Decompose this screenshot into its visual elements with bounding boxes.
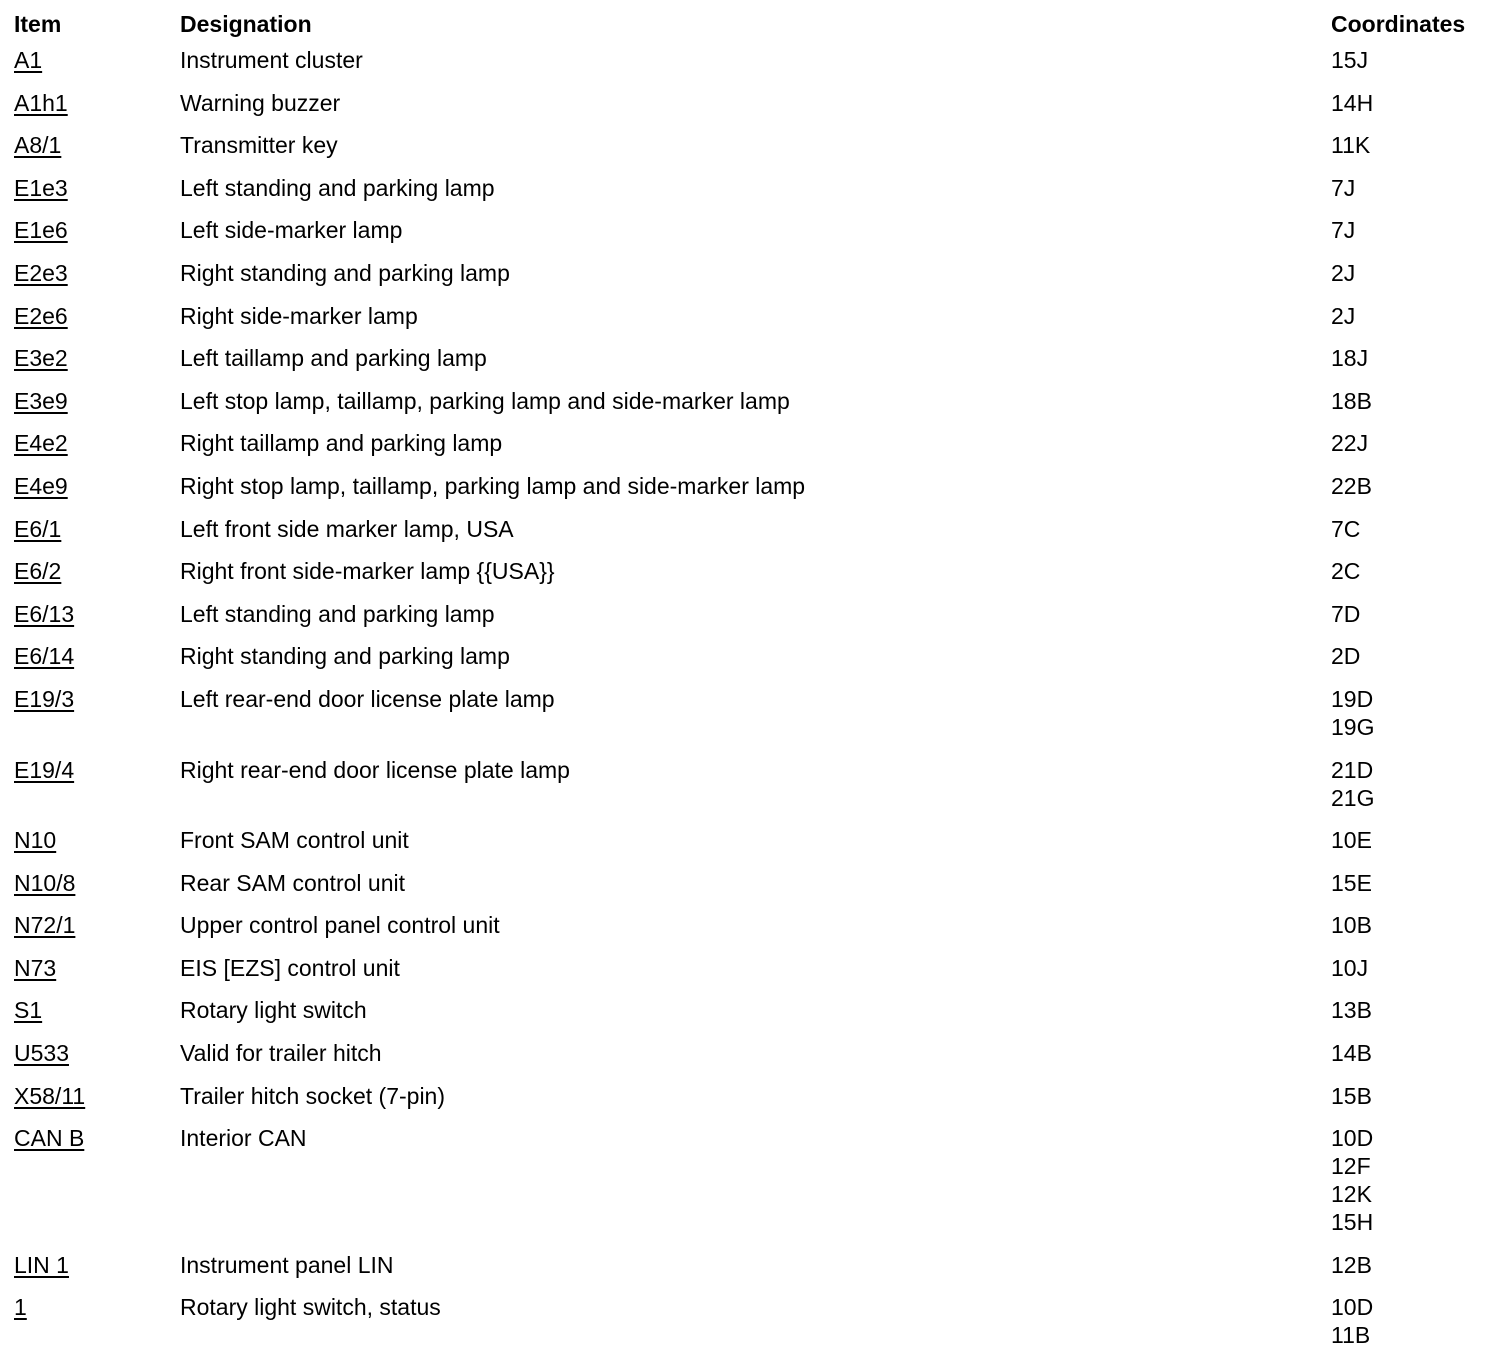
designation-cell: Trailer hitch socket (7-pin) (180, 1082, 446, 1109)
coordinates-cell (1331, 756, 1374, 812)
item-link[interactable]: N10/8 (14, 869, 76, 896)
table-row (14, 259, 1494, 302)
coordinate-value: 15J (1331, 47, 1369, 73)
item-link[interactable]: N73 (14, 954, 57, 981)
coordinate-value: 12F (1331, 1153, 1371, 1180)
coordinate-value: 13B (1331, 997, 1372, 1024)
item-link[interactable]: E4e9 (14, 472, 68, 499)
coordinate-value: 2D (1331, 643, 1361, 670)
item-link[interactable]: E19/4 (14, 756, 75, 783)
item-link[interactable]: LIN 1 (14, 1251, 69, 1278)
coordinate-value: 14B (1331, 1040, 1372, 1067)
coordinates-cell (1331, 472, 1372, 500)
coordinate-value: 21G (1331, 784, 1375, 811)
designation-cell: Left side-marker lamp (180, 217, 403, 244)
item-link[interactable]: X58/11 (14, 1082, 86, 1109)
table-row (14, 869, 1494, 912)
coordinates-cell (1331, 1039, 1372, 1067)
designation-cell: Warning buzzer (180, 89, 341, 116)
header-designation: Designation (180, 11, 312, 37)
table-row (14, 472, 1494, 515)
designation-cell: Left stop lamp, taillamp, parking lamp and side-marker lamp (180, 387, 790, 414)
designation-cell: Upper control panel control unit (180, 912, 500, 939)
designation-cell: Rotary light switch, status (180, 1294, 441, 1321)
coordinates-cell (1331, 996, 1372, 1024)
item-link[interactable]: E1e6 (14, 217, 68, 244)
coordinate-value: 11K (1331, 132, 1371, 159)
designation-cell: Instrument panel LIN (180, 1251, 394, 1278)
coordinates-cell (1331, 1082, 1372, 1110)
designation-cell: Right side-marker lamp (180, 302, 418, 329)
coordinates-cell (1331, 344, 1368, 372)
table-row (14, 600, 1494, 643)
coordinates-cell (1331, 302, 1355, 330)
coordinate-value: 7J (1331, 174, 1356, 201)
designation-cell: Left standing and parking lamp (180, 174, 495, 201)
coordinate-value: 2C (1331, 558, 1361, 585)
coordinate-value: 15H (1331, 1209, 1374, 1236)
item-link[interactable]: E4e2 (14, 430, 68, 457)
table-row (14, 557, 1494, 600)
item-link[interactable]: E6/14 (14, 643, 75, 670)
table-row (14, 1124, 1494, 1251)
designation-cell: Instrument cluster (180, 47, 363, 73)
item-link[interactable]: E3e9 (14, 387, 68, 414)
coordinates-cell (1331, 131, 1370, 159)
header-row (14, 0, 1494, 46)
designation-cell: Left standing and parking lamp (180, 600, 495, 627)
table-row (14, 826, 1494, 869)
table-row (14, 387, 1494, 430)
coordinates-cell (1331, 1293, 1373, 1349)
coordinate-value: 18J (1331, 345, 1369, 372)
designation-cell: Interior CAN (180, 1125, 307, 1152)
coordinates-cell (1331, 826, 1372, 854)
coordinate-value: 14H (1331, 89, 1374, 116)
item-link[interactable]: E6/2 (14, 558, 62, 585)
coordinate-value: 19G (1331, 713, 1375, 740)
item-link[interactable]: 1 (14, 1294, 27, 1321)
coordinate-value: 7C (1331, 515, 1361, 542)
coordinate-value: 21D (1331, 756, 1374, 783)
coordinate-value: 22J (1331, 430, 1369, 457)
designation-cell: Left rear-end door license plate lamp (180, 685, 555, 712)
item-link[interactable]: N72/1 (14, 912, 76, 939)
table-row (14, 642, 1494, 685)
coordinates-cell (1331, 869, 1372, 897)
coordinates-cell (1331, 216, 1355, 244)
coordinates-cell (1331, 174, 1355, 202)
coordinate-value: 11B (1331, 1322, 1371, 1349)
item-link[interactable]: N10 (14, 827, 57, 854)
coordinates-cell (1331, 515, 1360, 543)
coordinate-value: 7D (1331, 600, 1361, 627)
coordinate-value: 2J (1331, 259, 1356, 286)
designation-cell: Transmitter key (180, 132, 338, 159)
coordinates-cell (1331, 259, 1355, 287)
coordinate-value: 12K (1331, 1181, 1372, 1208)
coordinates-cell (1331, 600, 1360, 628)
table-row (14, 1251, 1494, 1294)
table-row (14, 911, 1494, 954)
coordinates-cell (1331, 429, 1368, 457)
coordinates-cell (1331, 954, 1368, 982)
designation-cell: Valid for trailer hitch (180, 1040, 382, 1067)
header-coordinates: Coordinates (1331, 11, 1466, 37)
designation-cell: Left front side marker lamp, USA (180, 515, 514, 542)
table-row (14, 89, 1494, 132)
coordinates-cell (1331, 642, 1360, 670)
item-link[interactable]: A1h1 (14, 89, 68, 116)
table-row (14, 756, 1494, 827)
table-row (14, 1082, 1494, 1125)
coordinate-value: 18B (1331, 387, 1372, 414)
coordinates-cell (1331, 557, 1360, 585)
designation-cell: Right standing and parking lamp (180, 643, 510, 670)
item-link[interactable]: E2e3 (14, 259, 68, 286)
item-link[interactable]: E2e6 (14, 302, 68, 329)
coordinate-value: 15E (1331, 869, 1372, 896)
designation-cell: EIS [EZS] control unit (180, 954, 400, 981)
coordinate-value: 10E (1331, 827, 1372, 854)
item-link[interactable]: CAN B (14, 1125, 85, 1152)
coordinate-value: 19D (1331, 685, 1374, 712)
designation-cell: Rotary light switch (180, 997, 367, 1024)
item-link[interactable]: E6/13 (14, 600, 75, 627)
coordinate-value: 2J (1331, 302, 1356, 329)
table-row (14, 344, 1494, 387)
coordinates-cell (1331, 89, 1373, 117)
header-item: Item (14, 11, 62, 37)
coordinates-cell (1331, 387, 1372, 415)
coordinate-value: 12B (1331, 1251, 1372, 1278)
table-row (14, 954, 1494, 997)
coordinate-value: 10J (1331, 954, 1369, 981)
designation-cell: Right taillamp and parking lamp (180, 430, 503, 457)
table-row (14, 1039, 1494, 1082)
coordinate-value: 7J (1331, 217, 1356, 244)
designation-cell: Rear SAM control unit (180, 869, 405, 896)
table-body (14, 46, 1494, 1364)
item-link[interactable]: E19/3 (14, 685, 75, 712)
item-link[interactable]: A8/1 (14, 132, 62, 159)
table-row (14, 46, 1494, 89)
item-link[interactable]: E6/1 (14, 515, 62, 542)
coordinates-cell (1331, 1124, 1373, 1236)
legend-table (14, 0, 1494, 1364)
table-row (14, 429, 1494, 472)
item-link[interactable]: E1e3 (14, 174, 68, 201)
designation-cell: Left taillamp and parking lamp (180, 345, 487, 372)
designation-cell: Right front side-marker lamp {{USA}} (180, 558, 555, 585)
coordinate-value: 10D (1331, 1294, 1374, 1321)
coordinate-value: 22B (1331, 472, 1372, 499)
designation-cell: Front SAM control unit (180, 827, 409, 854)
coordinate-value: 10B (1331, 912, 1372, 939)
item-link[interactable]: S1 (14, 997, 43, 1024)
coordinates-cell (1331, 685, 1374, 741)
table-row (14, 515, 1494, 558)
table-row (14, 685, 1494, 756)
item-link[interactable]: E3e2 (14, 345, 68, 372)
coordinates-cell (1331, 911, 1372, 939)
item-link[interactable]: U533 (14, 1040, 69, 1067)
table-row (14, 174, 1494, 217)
designation-cell: Right rear-end door license plate lamp (180, 756, 570, 783)
designation-cell: Right standing and parking lamp (180, 259, 510, 286)
coordinates-cell (1331, 1251, 1372, 1279)
table-row (14, 996, 1494, 1039)
table-row (14, 131, 1494, 174)
table-row (14, 216, 1494, 259)
designation-cell: Right stop lamp, taillamp, parking lamp and side-marker lamp (180, 472, 806, 499)
table-row (14, 1293, 1494, 1364)
coordinate-value: 15B (1331, 1082, 1372, 1109)
coordinate-value: 10D (1331, 1125, 1374, 1152)
coordinates-cell (1331, 46, 1368, 74)
item-link[interactable]: A1 (14, 47, 43, 73)
table-row (14, 302, 1494, 345)
